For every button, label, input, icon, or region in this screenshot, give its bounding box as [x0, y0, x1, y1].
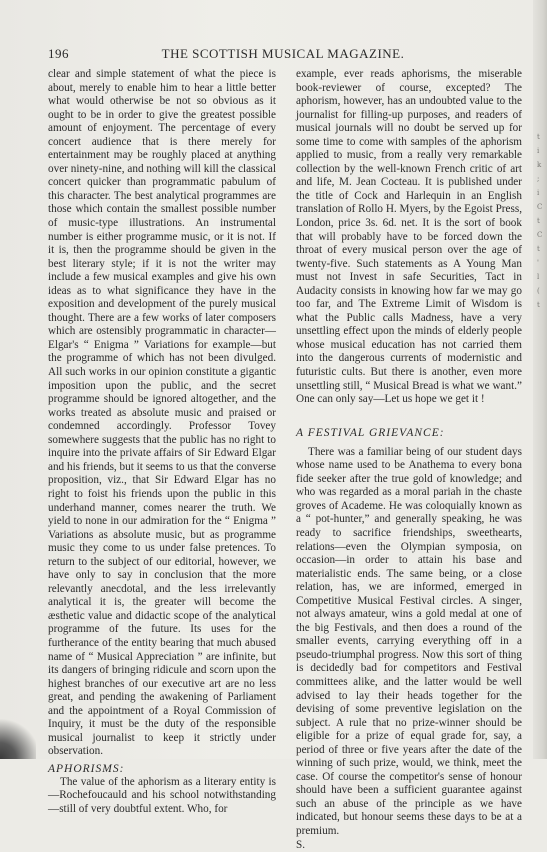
- left-column: [48, 68, 276, 817]
- aphorisms-continuation: example, ever reads aphorisms, the miserable book-reviewer of course, excepted? The aphorism, however, has an undoubted value to the journalist for filling-up purposes, and readers of musical journals will no doubt be served up for some time to come with samples of the aphorism applied to music, from a really very remarkable collection by the well-known French critic of art and life, M. Jean Cocteau. It is published under the title of Cock and Harlequin in an English translation of Rollo H. Myers, by the Egoist Press, London, price 3s. 6d. net. It is the sort of book that will probably have to be forced down the throat of every musical person over the age of twenty-five. Such statements as A Young Man must not Invest in safe Securities, Tact in Audacity consists in knowing how far we may go too far, and The Extreme Limit of Wisdom is what the Public calls Madness, have a very unsettling effect upon the minds of elderly people whose musical education has not carried them into the dangerous currents of modernistic and futuristic cults. But there is another, even more unsettling still, “ Musical Bread is what we want.” One can only say—Let us hope we get it !: [296, 68, 522, 406]
- aphorisms-paragraph: The value of the aphorism as a literary entity is—Rochefoucauld and his school notwithstanding—still of very doubtful extent. Who, for: [48, 775, 276, 815]
- adjacent-page-bleed: t i k ; i C t C t ' l ( t: [537, 133, 543, 309]
- right-column: [296, 68, 522, 852]
- editorial-continuation: clear and simple statement of what the piece is about, merely to enable him to hear a little better what would otherwise be not so obvious as it ought to be in order to give the greatest possible amount of enjoyment. The percentage of every concert audience that is there merely for entertainment may be roughly placed at anything over ninety-nine, and nothing will kill the classical concert quicker than programmatic pabulum of this character. The best analytical programmes are those which contain the smallest possible number of music-type illustrations. An instrumental number is either programme music, or it is not. If it is, then the programme should be given in the best literary style; if it is not the writer may include a few musical examples and give his own ideas as to what significance they have in the exposition and development of the purely musical thought. There are a few works of later composers which are ostensibly programmatic in character—Elgar's “ Enigma ” Variations for example—but the programme of which has not been divulged. All such works in our opinion constitute a gigantic imposition upon the public, and the secret programme should be ignored altogether, and the works treated as absolute music and praised or condemned accordingly. Professor Tovey somewhere suggests that the public has no right to inquire into the private affairs of Sir Edward Elgar and his friends, but it seems to us that the converse proposition, viz., that Sir Edward Elgar has no right to foist his friends upon the public in this underhand manner, comes nearer the truth. We yield to none in our admiration for the “ Enigma ” Variations as absolute music, but as programme music they come to us under false pretences. To return to the subject of our editorial, however, we have only to say in conclusion that the more relevantly anecdotal, and the less irrelevantly analytical it is, the greater will become the æsthetic value and didactic scope of the analytical programme of the future. Its uses for the furtherance of the entity bearing that much abused name of “ Musical Appreciation ” are infinite, but its dangers of bringing ridicule and scorn upon the highest branches of our executive art are no less great, and pending the awakening of Parliament and the appointment of a Royal Commission of Inquiry, it must be the duty of the responsible musical journalist to keep it strictly under observation.: [48, 68, 276, 758]
- page-edge-shadow: [533, 0, 547, 759]
- section-heading-aphorisms: APHORISMS:: [48, 762, 125, 775]
- section-heading-festival-grievance: A FESTIVAL GRIEVANCE:: [296, 426, 445, 439]
- page-corner-shadow: [0, 719, 36, 759]
- page-number: 196: [48, 46, 69, 61]
- running-title: THE SCOTTISH MUSICAL MAGAZINE.: [161, 46, 405, 61]
- page-header: [48, 46, 518, 62]
- author-signature: S.: [296, 838, 306, 851]
- festival-grievance-paragraph: There was a familiar being of our student days whose name used to be Anathema to every bona fide seeker after the true gold of knowledge; and who was regarded as a moral pariah in the chaste groves of Academe. He was coloquially known as a “ pot-hunter,” and generally speaking, he was ready to sacrifice friendships, sweethearts, relations—even the Olympian symposia, on occasion—in order to attain his base and materialistic ends. The same being, or a close relation, has, we are informed, emerged in Competitive Musical Festival circles. A singer, not always amateur, wins a gold medal at one of the big Festivals, and then does a round of the smaller events, carrying everything off in a pseudo-triumphal progress. Now this sort of thing is decidedly bad for competitors and Festival committees alike, and the latter would be well advised to lay their heads together for the devising of some preventive legislation on the subject. A rule that no prize-winner should be eligible for a prize of equal grade for, say, a period of three or five years after the date of the winning of such prize, would, we think, meet the case. Of course the competitor's sense of honour should have been a sufficient guarantee against such an abuse of the principle as we have indicated, but honour seems these days to be at a premium.: [296, 445, 522, 837]
